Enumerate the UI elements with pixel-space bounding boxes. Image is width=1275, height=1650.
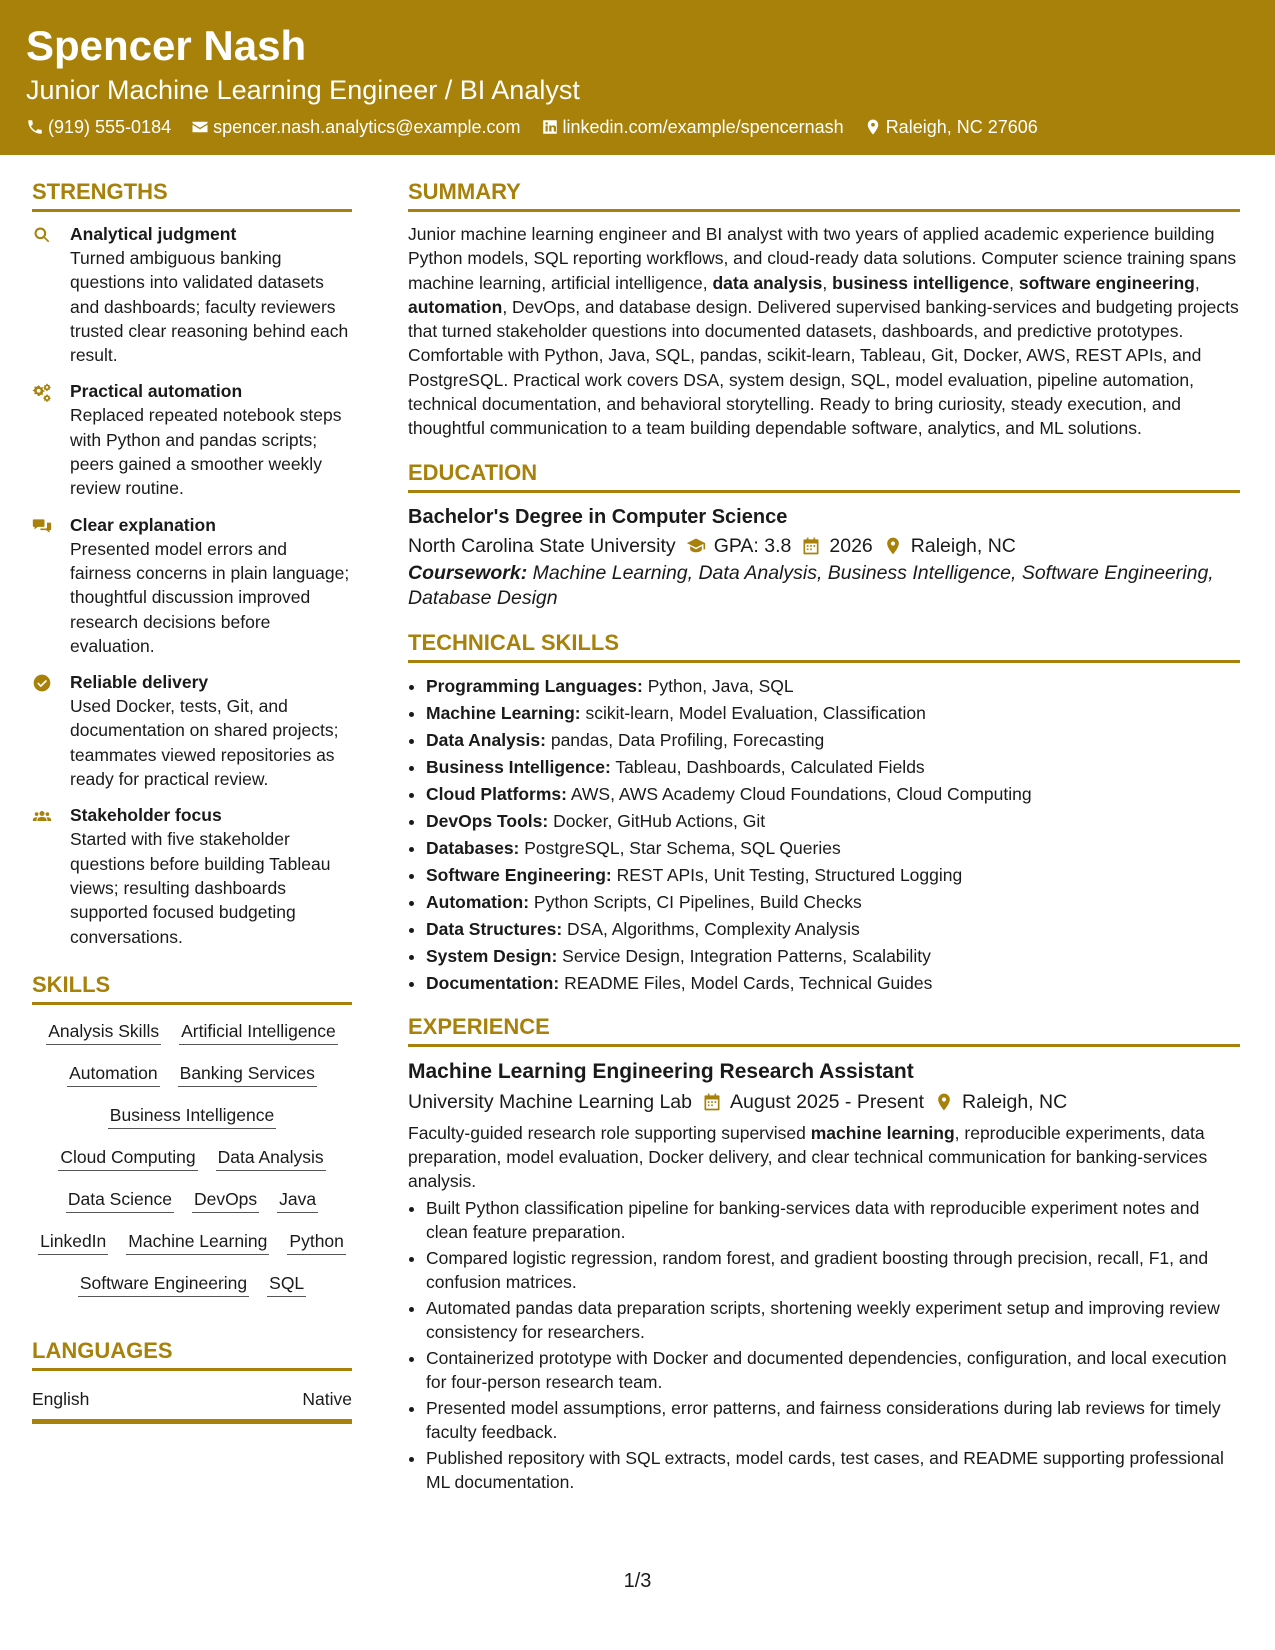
technical-skills-list xyxy=(408,673,1240,997)
strength-title: Stakeholder focus xyxy=(70,805,222,826)
page-number: 1/3 xyxy=(623,1570,652,1592)
calendar-icon xyxy=(801,536,821,556)
contact-email-text[interactable]: spencer.nash.analytics@example.com xyxy=(213,117,521,137)
strength-desc: Turned ambiguous banking questions into validated datasets and dashboards; faculty reviewers trusted clear reasoning behind each result. xyxy=(70,248,349,366)
job-entry xyxy=(408,1057,1240,1495)
job-meta xyxy=(408,1087,1240,1117)
right-column xyxy=(408,178,1240,1496)
strength-item xyxy=(32,379,352,500)
technical-skills-heading: TECHNICAL SKILLS xyxy=(408,629,1240,663)
list-item: • Data Analysis: pandas, Data Profiling, Forecasting xyxy=(426,727,1240,754)
job-dates: August 2025 - Present xyxy=(730,1090,925,1113)
contact-linkedin-text[interactable]: linkedin.com/example/spencernash xyxy=(562,117,844,137)
contact-email[interactable] xyxy=(191,115,520,139)
phone-icon xyxy=(26,118,44,136)
summary-heading: SUMMARY xyxy=(408,178,1240,212)
skill-chip: DevOps xyxy=(192,1187,259,1213)
gpa: GPA: 3.8 xyxy=(713,534,792,557)
experience-heading: EXPERIENCE xyxy=(408,1013,1240,1047)
strength-desc: Started with five stakeholder questions before building Tableau views; resulting dashboards supported focused budgeting conversations. xyxy=(70,829,331,947)
candidate-name: Spencer Nash xyxy=(26,22,307,69)
strength-title: Clear explanation xyxy=(70,514,216,535)
strength-title: Reliable delivery xyxy=(70,672,209,693)
skill-chip: Java xyxy=(277,1187,318,1213)
language-name: English xyxy=(32,1388,90,1409)
magnifier-icon xyxy=(32,225,52,245)
skill-chip: LinkedIn xyxy=(38,1229,108,1255)
language-level: Native xyxy=(302,1388,352,1409)
list-item: • DevOps Tools: Docker, GitHub Actions, Git xyxy=(426,808,1240,835)
job-org: University Machine Learning Lab xyxy=(408,1090,692,1113)
contact-location xyxy=(864,115,1038,139)
strength-desc: Used Docker, tests, Git, and documentation on shared projects; teammates viewed repositories as ready for practical review. xyxy=(70,696,339,790)
skills-heading: SKILLS xyxy=(32,971,352,1005)
list-item: • Databases: PostgreSQL, Star Schema, SQL Queries xyxy=(426,835,1240,862)
summary-text: Junior machine learning engineer and BI analyst with two years of applied academic experience building Python models, SQL reporting workflows, and cloud-ready data solutions. Computer science training spans machine learning, artificial intelligence, data analysis, business intelligence, software engineering, automation, DevOps, and database design. Delivered supervised banking-services and budgeting projects that turned stakeholder questions into documented datasets, dashboards, and predictive prototypes. Comfortable with Python, Java, SQL, pandas, scikit-learn, Tableau, Git, Docker, AWS, REST APIs, and PostgreSQL. Practical work covers DSA, system design, SQL, model evaluation, pipeline automation, technical documentation, and behavioral storytelling. Ready to bring curiosity, steady execution, and thoughtful communication to a team building dependable software, analytics, and ML solutions. xyxy=(408,224,1239,439)
skill-chip: Cloud Computing xyxy=(58,1145,197,1171)
skill-chip: SQL xyxy=(267,1271,306,1297)
language-row xyxy=(32,1381,352,1424)
list-item: • Automation: Python Scripts, CI Pipelines, Build Checks xyxy=(426,889,1240,916)
map-pin-icon xyxy=(883,536,903,556)
map-pin-icon xyxy=(864,118,882,136)
skill-chip: Data Analysis xyxy=(216,1145,326,1171)
skill-chip: Analysis Skills xyxy=(46,1019,161,1045)
list-item: • Software Engineering: REST APIs, Unit Testing, Structured Logging xyxy=(426,862,1240,889)
skills-list xyxy=(32,1015,352,1307)
list-item: • Containerized prototype with Docker and documented dependencies, configuration, and local execution for four-person research team. xyxy=(426,1346,1240,1395)
list-item: • System Design: Service Design, Integration Patterns, Scalability xyxy=(426,943,1240,970)
strength-title: Analytical judgment xyxy=(70,224,237,244)
strength-item xyxy=(32,222,352,367)
strength-item xyxy=(32,803,352,948)
graduation-year: 2026 xyxy=(829,534,873,557)
strength-item xyxy=(32,670,352,791)
education-meta xyxy=(408,531,1240,561)
envelope-icon xyxy=(191,118,209,136)
left-column xyxy=(32,178,352,1424)
skill-chip: Artificial Intelligence xyxy=(179,1019,338,1045)
strengths-heading: STRENGTHS xyxy=(32,178,352,212)
skill-chip: Python xyxy=(287,1229,345,1255)
strength-item xyxy=(32,513,352,658)
degree-title: Bachelor's Degree in Computer Science xyxy=(408,505,788,528)
skill-chip: Automation xyxy=(67,1061,160,1087)
list-item: • Business Intelligence: Tableau, Dashboards, Calculated Fields xyxy=(426,754,1240,781)
skill-chip: Machine Learning xyxy=(126,1229,269,1255)
school-name: North Carolina State University xyxy=(408,534,676,557)
list-item: • Published repository with SQL extracts, model cards, test cases, and README supporting professional ML documentation. xyxy=(426,1446,1240,1495)
list-item: • Compared logistic regression, random forest, and gradient boosting through precision, recall, F1, and confusion matrices. xyxy=(426,1246,1240,1295)
job-description: Faculty-guided research role supporting supervised machine learning, reproducible experiments, data preparation, model evaluation, Docker delivery, and clear technical communication for banking-services analysis. xyxy=(408,1122,1208,1192)
list-item: • Machine Learning: scikit-learn, Model Evaluation, Classification xyxy=(426,700,1240,727)
list-item: • Built Python classification pipeline for banking-services data with reproducible experiment notes and clean feature preparation. xyxy=(426,1196,1240,1245)
education-heading: EDUCATION xyxy=(408,459,1240,493)
list-item: • Cloud Platforms: AWS, AWS Academy Cloud Foundations, Cloud Computing xyxy=(426,781,1240,808)
languages-heading: LANGUAGES xyxy=(32,1337,352,1371)
strength-desc: Replaced repeated notebook steps with Python and pandas scripts; peers gained a smoother weekly review routine. xyxy=(70,405,342,499)
strength-desc: Presented model errors and fairness concerns in plain language; thoughtful discussion improved research decisions before evaluation. xyxy=(70,538,350,656)
list-item: • Automated pandas data preparation scripts, shortening weekly experiment setup and improving review consistency for researchers. xyxy=(426,1296,1240,1345)
skill-chip: Business Intelligence xyxy=(108,1103,276,1129)
chat-bubbles-icon xyxy=(32,516,52,536)
list-item: • Documentation: README Files, Model Cards, Technical Guides xyxy=(426,970,1240,997)
candidate-title: Junior Machine Learning Engineer / BI Analyst xyxy=(26,75,580,105)
education-location: Raleigh, NC xyxy=(910,534,1016,557)
contact-location-text: Raleigh, NC 27606 xyxy=(885,117,1038,137)
skill-chip: Data Science xyxy=(66,1187,174,1213)
coursework: Coursework: Machine Learning, Data Analysis, Business Intelligence, Software Engineering, Database Design xyxy=(408,561,1214,609)
contact-linkedin[interactable] xyxy=(541,115,844,139)
strength-title: Practical automation xyxy=(70,381,243,402)
job-title: Machine Learning Engineering Research Assistant xyxy=(408,1059,914,1083)
job-bullets xyxy=(408,1196,1240,1495)
map-pin-icon xyxy=(934,1092,954,1112)
list-item: • Programming Languages: Python, Java, SQL xyxy=(426,673,1240,700)
skill-chip: Software Engineering xyxy=(78,1271,249,1297)
gears-icon xyxy=(32,382,52,402)
calendar-icon xyxy=(702,1092,722,1112)
check-circle-icon xyxy=(32,673,52,693)
list-item: • Data Structures: DSA, Algorithms, Complexity Analysis xyxy=(426,916,1240,943)
linkedin-icon xyxy=(541,118,559,136)
job-location: Raleigh, NC xyxy=(962,1090,1068,1113)
resume-header xyxy=(0,0,1275,155)
skill-chip: Banking Services xyxy=(178,1061,317,1087)
contact-list xyxy=(26,115,1038,139)
users-icon xyxy=(32,806,52,826)
graduation-cap-icon xyxy=(686,536,706,556)
list-item: • Presented model assumptions, error patterns, and fairness considerations during lab reviews for timely faculty feedback. xyxy=(426,1396,1240,1445)
contact-phone xyxy=(26,115,171,139)
contact-phone-text: (919) 555-0184 xyxy=(48,117,172,137)
